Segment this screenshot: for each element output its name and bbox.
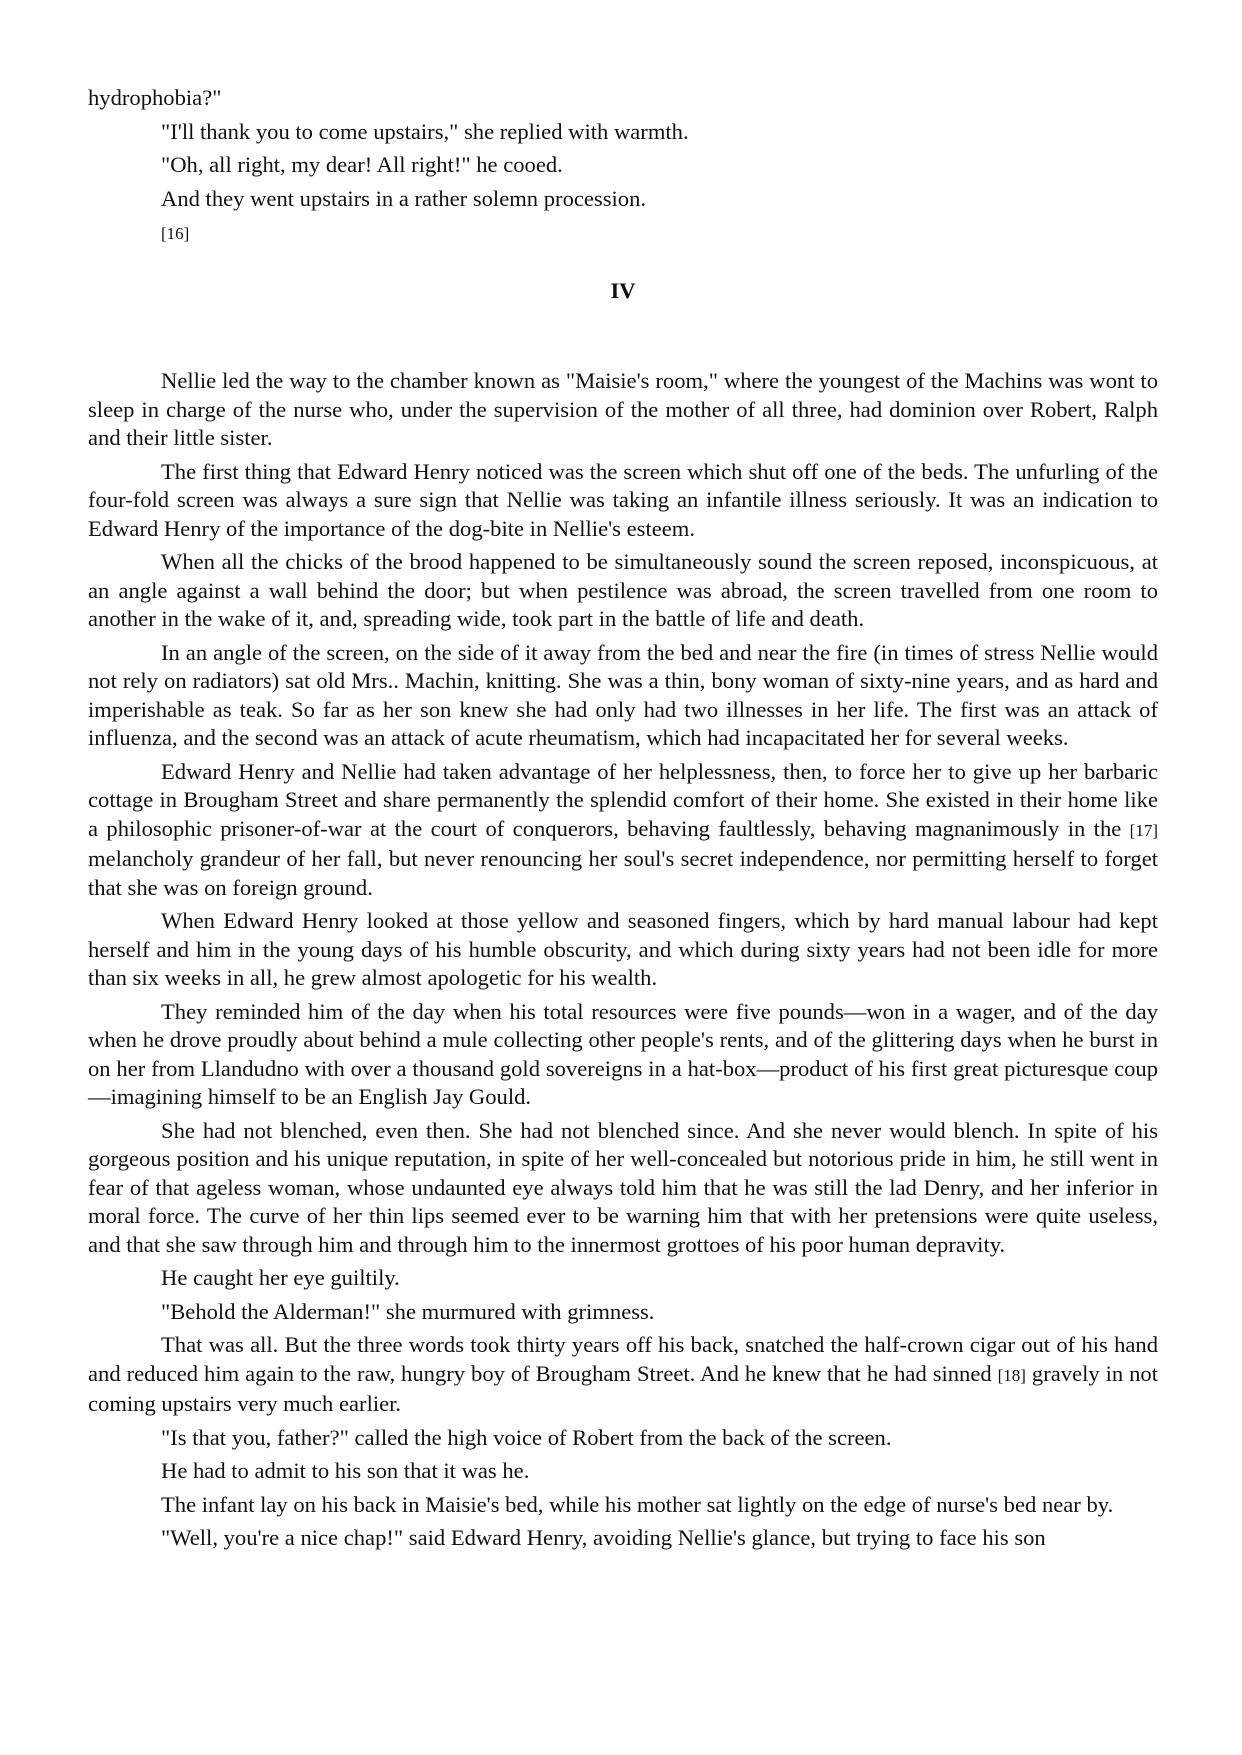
- paragraph: [88, 758, 1158, 903]
- paragraph: "Behold the Alderman!" she murmured with grimness.: [161, 1298, 655, 1324]
- paragraph: In an angle of the screen, on the side of it away from the bed and near the fire (in times of stress Nellie would not rely on radiators) sat old Mrs.. Machin, knitting. She was a thin, bony woman of sixty-nine years, and as hard and imperishable as teak. So far as her son knew she had only had two illnesses in her life. The first was an attack of influenza, and the second was an attack of acute rheumatism, which had incapacitated her for several weeks.: [88, 639, 1158, 750]
- dialogue-line: "I'll thank you to come upstairs," she replied with warmth.: [161, 118, 689, 144]
- paragraph: They reminded him of the day when his total resources were five pounds—won in a wager, and of the day when he drove proudly about behind a mule collecting other people's rents, and of the glittering days when he burst in on her from Llandudno with over a thousand gold sovereigns in a hat-box—product of his first great picturesque coup—imagining himself to be an English Jay Gould.: [88, 998, 1158, 1109]
- paragraph: The infant lay on his back in Maisie's bed, while his mother sat lightly on the edge of nurse's bed near by.: [161, 1491, 1114, 1517]
- dialogue-line: "Oh, all right, my dear! All right!" he cooed.: [161, 152, 563, 177]
- paragraph: "Is that you, father?" called the high voice of Robert from the back of the screen.: [161, 1424, 892, 1450]
- paragraph-continuation: hydrophobia?": [88, 85, 222, 110]
- paragraph: "Well, you're a nice chap!" said Edward Henry, avoiding Nellie's glance, but trying to face his son: [161, 1525, 1046, 1550]
- paragraph: When Edward Henry looked at those yellow and seasoned fingers, which by hard manual labour had kept herself and him in the young days of his humble obscurity, and which during sixty years had not been idle for more than six weeks in all, he grew almost apologetic for his wealth.: [88, 908, 1158, 990]
- page-text: [88, 84, 1158, 1558]
- page-marker: [17]: [1129, 820, 1158, 840]
- paragraph: He had to admit to his son that it was he.: [161, 1458, 530, 1483]
- paragraph: She had not blenched, even then. She had not blenched since. And she never would blench. In spite of his gorgeous position and his unique reputation, in spite of her well-concealed but notorious pride in him, he still went in fear of that ageless woman, whose undaunted eye always told him that he was still the lad Denry, and her inferior in moral force. The curve of her thin lips seemed ever to be warning him that with her pretensions were quite useless, and that she saw through him and through him to the innermost grottoes of his poor human depravity.: [88, 1117, 1158, 1257]
- chapter-heading: IV: [610, 277, 636, 303]
- paragraph: The first thing that Edward Henry noticed was the screen which shut off one of the beds. The unfurling of the four-fold screen was always a sure sign that Nellie was taking an infantile illness seriously. It was an indication to Edward Henry of the importance of the dog-bite in Nellie's esteem.: [88, 458, 1158, 541]
- page-marker: [18]: [997, 1365, 1026, 1385]
- paragraph: When all the chicks of the brood happened to be simultaneously sound the screen reposed, inconspicuous, at an angle against a wall behind the door; but when pestilence was abroad, the screen travelled from one room to another in the wake of it, and, spreading wide, took part in the battle of life and death.: [88, 549, 1158, 631]
- narration-line: And they went upstairs in a rather solemn procession.: [161, 185, 647, 211]
- page-marker-block: [88, 218, 1158, 249]
- paragraph: [88, 1331, 1158, 1419]
- paragraph-text: melancholy grandeur of her fall, but never renouncing her soul's secret independence, nor permitting herself to forget that she was on foreign ground.: [88, 846, 1158, 900]
- paragraph: Nellie led the way to the chamber known as "Maisie's room," where the youngest of the Machins was wont to sleep in charge of the nurse who, under the supervision of the mother of all three, had dominion over Robert, Ralph and their little sister.: [88, 368, 1158, 450]
- paragraph-text: Edward Henry and Nellie had taken advantage of her helplessness, then, to force her to give up her barbaric cottage in Brougham Street and share permanently the splendid comfort of their home. She existed in their home like a philosophic prisoner-of-war at the court of conquerors, behaving faultlessly, behaving magnanimously in the: [88, 758, 1158, 841]
- paragraph: He caught her eye guiltily.: [161, 1265, 400, 1290]
- page-marker: [16]: [161, 224, 190, 243]
- paragraph-text: gravely in not coming upstairs very much earlier.: [88, 1360, 1159, 1416]
- paragraph-text: That was all. But the three words took thirty years off his back, snatched the half-crown cigar out of his hand and reduced him again to the raw, hungry boy of Brougham Street. And he knew that he had sinned: [88, 1332, 1158, 1386]
